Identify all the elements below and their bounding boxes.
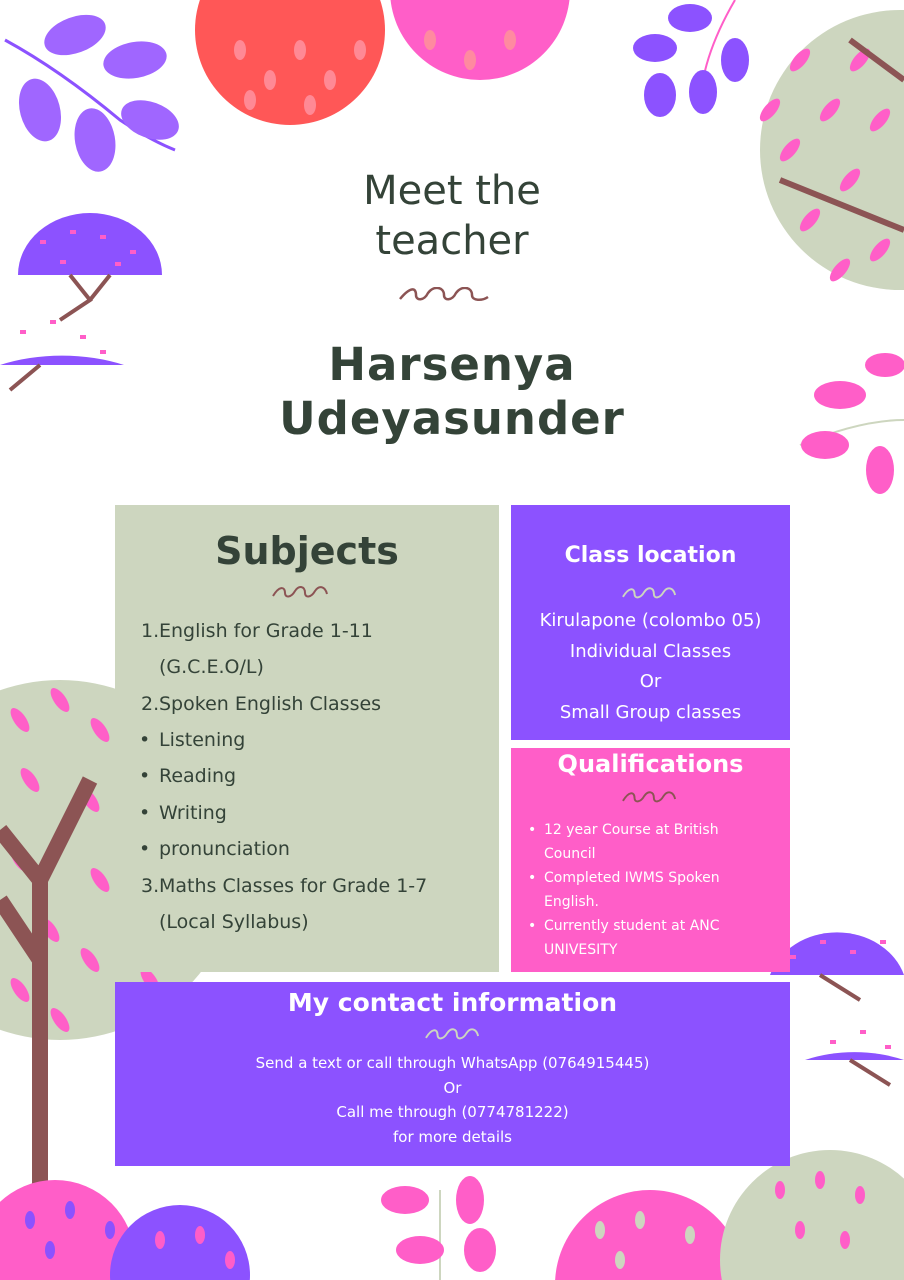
qualification-text: Council bbox=[544, 846, 596, 862]
subject-text: pronunciation bbox=[159, 838, 290, 860]
subject-item bbox=[139, 831, 489, 867]
contact-divider-squiggle bbox=[424, 1028, 482, 1042]
pink-circle-ornament bbox=[390, 0, 570, 80]
page-title-line-1: Meet the bbox=[363, 168, 541, 214]
subjects-divider-squiggle bbox=[271, 586, 331, 600]
list-marker: 2. bbox=[141, 693, 160, 715]
class-location-panel bbox=[511, 505, 790, 740]
subject-text: Maths Classes for Grade 1-7 bbox=[159, 875, 428, 897]
subject-text: Writing bbox=[159, 802, 227, 824]
subject-item bbox=[139, 722, 489, 758]
teacher-last-name: Udeyasunder bbox=[279, 392, 625, 445]
qualification-text: Completed IWMS Spoken bbox=[544, 870, 720, 886]
right-purple-trees bbox=[770, 932, 904, 1085]
class-location-heading: Class location bbox=[564, 543, 737, 568]
list-marker: 3. bbox=[141, 875, 160, 897]
subject-item bbox=[141, 686, 489, 722]
subject-item bbox=[139, 795, 489, 831]
subject-text: (Local Syllabus) bbox=[159, 911, 309, 933]
qualification-item bbox=[528, 914, 774, 962]
coral-circle-ornament bbox=[195, 0, 385, 125]
subject-item bbox=[159, 649, 489, 685]
teacher-name bbox=[0, 338, 904, 446]
list-bullet: • bbox=[528, 870, 537, 886]
list-bullet: • bbox=[139, 765, 151, 787]
contact-heading: My contact information bbox=[287, 988, 618, 1017]
subjects-panel bbox=[115, 505, 499, 972]
list-bullet: • bbox=[139, 802, 151, 824]
location-divider-squiggle bbox=[621, 587, 679, 601]
list-marker: 1. bbox=[141, 620, 160, 642]
subject-item bbox=[141, 868, 489, 904]
location-line: Small Group classes bbox=[559, 702, 742, 723]
subjects-heading: Subjects bbox=[215, 529, 399, 573]
contact-panel bbox=[115, 982, 790, 1166]
qualifications-panel bbox=[511, 748, 790, 972]
contact-or-line: Or bbox=[443, 1079, 462, 1097]
teacher-first-name: Harsenya bbox=[328, 338, 576, 391]
qualification-item bbox=[528, 818, 774, 866]
qualification-text: UNIVESITY bbox=[544, 942, 618, 958]
subject-text: English for Grade 1-11 bbox=[159, 620, 373, 642]
contact-phone-line: Call me through (0774781222) bbox=[336, 1103, 569, 1121]
location-line: Individual Classes bbox=[569, 641, 732, 662]
title-divider-squiggle bbox=[398, 287, 490, 305]
qualifications-heading: Qualifications bbox=[557, 750, 744, 778]
top-left-leaf-branch bbox=[5, 7, 184, 175]
subject-item bbox=[141, 613, 489, 649]
qualification-item bbox=[528, 866, 774, 914]
subject-text: Reading bbox=[159, 765, 237, 787]
list-bullet: • bbox=[139, 838, 151, 860]
contact-whatsapp-line: Send a text or call through WhatsApp (0764915445) bbox=[255, 1054, 650, 1072]
subject-text: Spoken English Classes bbox=[159, 693, 382, 715]
location-line: Or bbox=[639, 671, 662, 692]
top-right-leaf-branch bbox=[633, 0, 749, 117]
subject-item bbox=[159, 904, 489, 940]
subject-text: (G.C.E.O/L) bbox=[159, 656, 264, 678]
page-title-line-2: teacher bbox=[375, 218, 529, 264]
page-title bbox=[0, 166, 904, 266]
qualification-text: 12 year Course at British bbox=[544, 822, 719, 838]
qualifications-divider-squiggle bbox=[621, 791, 679, 805]
contact-details-line: for more details bbox=[393, 1128, 512, 1146]
subject-item bbox=[139, 758, 489, 794]
qualification-text: English. bbox=[544, 894, 600, 910]
list-bullet: • bbox=[139, 729, 151, 751]
qualification-text: Currently student at ANC bbox=[544, 918, 720, 934]
location-line: Kirulapone (colombo 05) bbox=[539, 610, 762, 631]
list-bullet: • bbox=[528, 822, 537, 838]
bottom-ornaments bbox=[0, 1150, 904, 1280]
subject-text: Listening bbox=[159, 729, 246, 751]
list-bullet: • bbox=[528, 918, 537, 934]
